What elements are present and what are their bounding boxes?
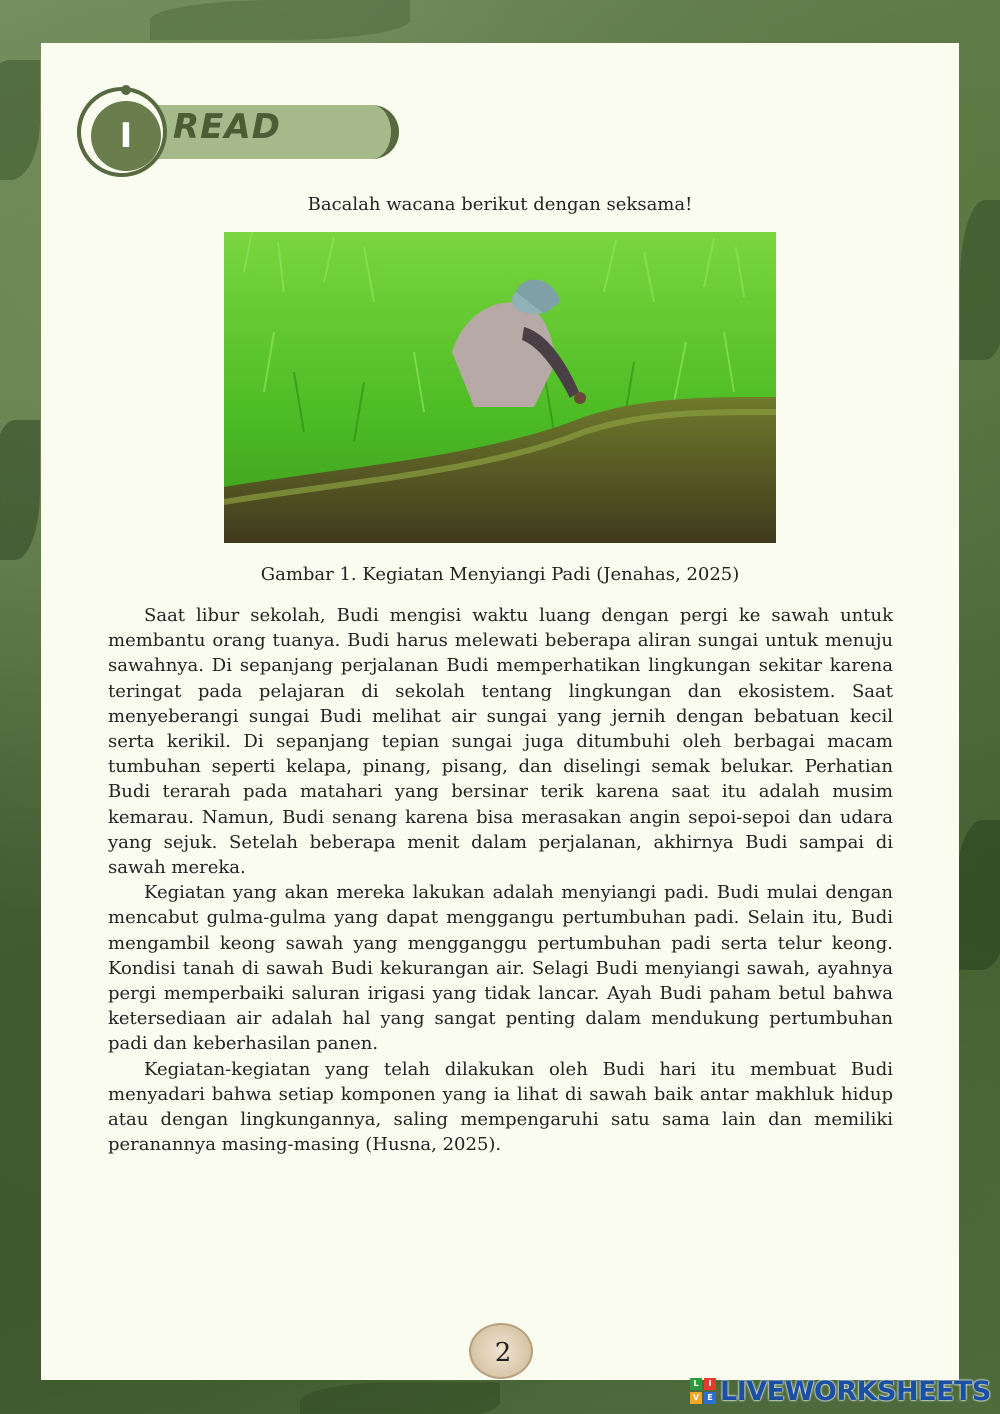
section-badge-ring: [77, 87, 167, 177]
section-title: READ: [173, 107, 281, 147]
background-leaf: [0, 60, 40, 180]
reading-passage: [108, 603, 893, 1157]
rice-field-photo: [224, 232, 776, 543]
grid-letter: L: [690, 1378, 702, 1390]
passage-paragraph-1: Saat libur sekolah, Budi mengisi waktu luang dengan pergi ke sawah untuk membantu orang tuanya. Budi harus melewati beberapa aliran sungai untuk menuju sawahnya. Di sepanjang perjalanan Budi memperhatikan lingkungan sekitar karena teringat pada pelajaran di sekolah tentang lingkungan dan ekosistem. Saat menyeberangi sungai Budi melihat air sungai yang jernih dengan bebatuan kecil serta kerikil. Di sepanjang tepian sungai juga ditumbuhi oleh berbagai macam tumbuhan seperti kelapa, pinang, pisang, dan diselingi semak belukar. Perhatian Budi terarah pada matahari yang bersinar terik karena saat itu adalah musim kemarau. Namun, Budi senang karena bisa merasakan angin sepoi-sepoi dan udara yang sejuk. Setelah beberapa menit dalam perjalanan, akhirnya Budi sampai di sawah mereka.: [108, 605, 893, 879]
badge-dot-icon: [121, 85, 131, 95]
passage-paragraph-3: Kegiatan-kegiatan yang telah dilakukan oleh Budi hari itu membuat Budi menyadari bahwa setiap komponen yang ia lihat di sawah baik antar makhluk hidup atau dengan lingkungannya, saling mempengaruhi satu sama lain dan memiliki peranannya masing-masing (Husna, 2025).: [108, 1058, 893, 1156]
grid-letter: E: [704, 1392, 716, 1404]
background-leaf: [955, 820, 1000, 970]
passage-paragraph-2: Kegiatan yang akan mereka lakukan adalah menyiangi padi. Budi mulai dengan mencabut gulma-gulma yang dapat menggangu pertumbuhan padi. Selain itu, Budi mengambil keong sawah yang mengganggu pertumbuhan padi serta telur keong. Kondisi tanah di sawah Budi kekurangan air. Selagi Budi menyiangi sawah, ayahnya pergi memperbaiki saluran irigasi yang tidak lancar. Ayah Budi paham betul bahwa ketersediaan air adalah hal yang sangat penting dalam mendukung pertumbuhan padi dan keberhasilan panen.: [108, 882, 893, 1055]
background-leaf: [0, 420, 40, 560]
figure-caption: Gambar 1. Kegiatan Menyiangi Padi (Jenahas, 2025): [260, 564, 740, 585]
page-number: 2: [494, 1338, 512, 1368]
background-leaf: [300, 1382, 500, 1414]
rice-field-illustration: [224, 232, 776, 543]
liveworksheets-grid-icon: [690, 1378, 716, 1404]
background-leaf: [150, 0, 410, 40]
background-leaf: [960, 200, 1000, 360]
section-badge: [77, 87, 377, 177]
worksheet-page: [41, 43, 959, 1380]
grid-letter: V: [690, 1392, 702, 1404]
section-number: I: [91, 101, 161, 171]
liveworksheets-wordmark: LIVEWORKSHEETS: [720, 1375, 991, 1407]
reading-instruction: Bacalah wacana berikut dengan seksama!: [307, 194, 693, 215]
liveworksheets-logo[interactable]: [690, 1374, 991, 1408]
grid-letter: I: [704, 1378, 716, 1390]
page-number-badge: [469, 1323, 533, 1379]
